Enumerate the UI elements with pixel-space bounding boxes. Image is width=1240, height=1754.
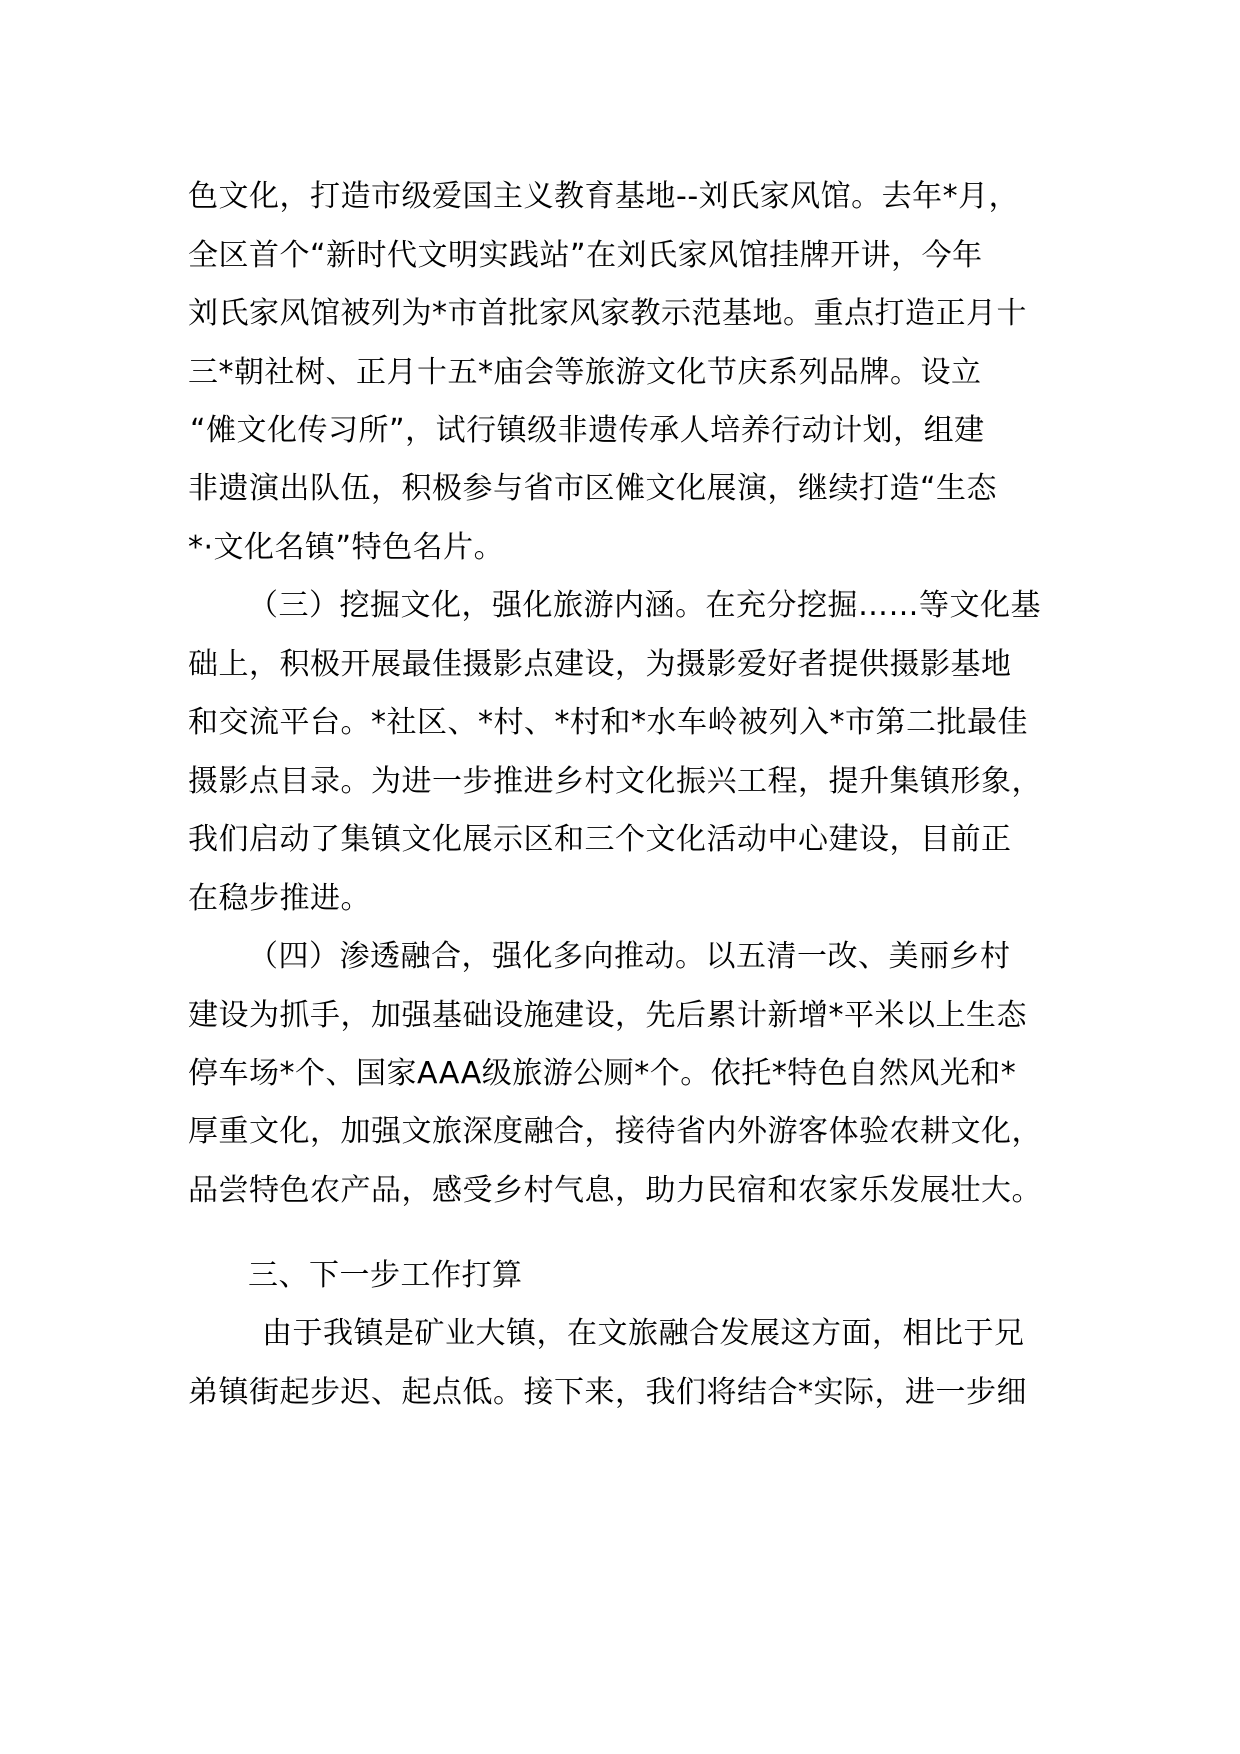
text-line: 础上，积极开展最佳摄影点建设，为摄影爱好者提供摄影基地	[188, 647, 1012, 682]
text-line: 刘氏家风馆被列为*市首批家风家教示范基地。重点打造正月十	[188, 296, 1027, 331]
text-line: “傩文化传习所”，试行镇级非遗传承人培养行动计划，组建	[190, 413, 985, 448]
text-line: 由于我镇是矿业大镇，在文旅融合发展这方面，相比于兄	[262, 1316, 1025, 1351]
text-line: 弟镇街起步迟、起点低。接下来，我们将结合*实际，进一步细	[188, 1375, 1027, 1410]
chapter-heading: 三、下一步工作打算	[248, 1258, 523, 1293]
text-line: 和交流平台。*社区、*村、*村和*水车岭被列入*市第二批最佳	[188, 705, 1028, 740]
text-line: 非遗演出队伍，积极参与省市区傩文化展演，继续打造“生态	[188, 471, 998, 506]
text-line: *·文化名镇”特色名片。	[188, 530, 505, 565]
text-line: 厚重文化，加强文旅深度融合，接待省内外游客体验农耕文化，	[188, 1114, 1042, 1149]
text-line: 三*朝社树、正月十五*庙会等旅游文化节庆系列品牌。设立	[188, 355, 982, 390]
text-line: 我们启动了集镇文化展示区和三个文化活动中心建设，目前正	[188, 822, 1012, 857]
text-line: 摄影点目录。为进一步推进乡村文化振兴工程，提升集镇形象，	[188, 764, 1042, 799]
text-line: 在稳步推进。	[188, 881, 371, 916]
text-line: 品尝特色农产品，感受乡村气息，助力民宿和农家乐发展壮大。	[188, 1173, 1042, 1208]
section-heading-paragraph-start: （三）挖掘文化，强化旅游内涵。在充分挖掘……等文化基	[248, 588, 1041, 623]
text-line: 建设为抓手，加强基础设施建设，先后累计新增*平米以上生态	[188, 998, 1027, 1033]
section-heading-paragraph-start: （四）渗透融合，强化多向推动。以五清一改、美丽乡村	[248, 939, 1011, 974]
text-line: 全区首个“新时代文明实践站”在刘氏家风馆挂牌开讲，今年	[188, 238, 983, 273]
text-line: 停车场*个、国家AAA级旅游公厕*个。依托*特色自然风光和*	[188, 1056, 1017, 1091]
text-line: 色文化，打造市级爱国主义教育基地--刘氏家风馆。去年*月，	[188, 179, 1020, 214]
